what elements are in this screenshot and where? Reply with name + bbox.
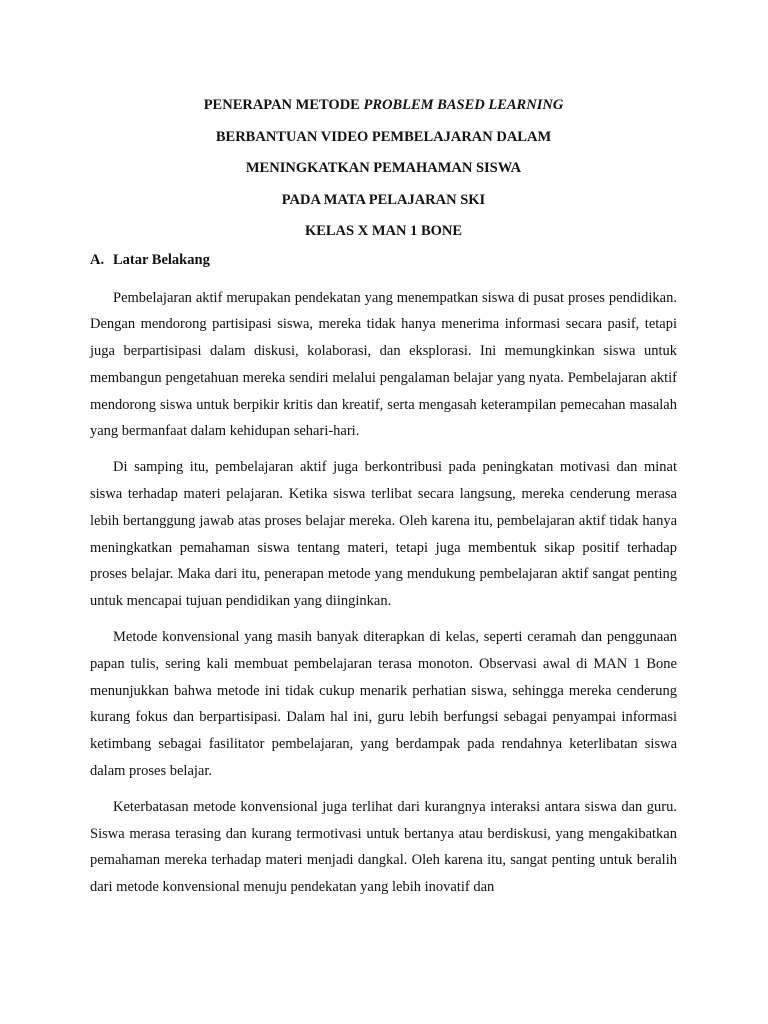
title-line-1-plain: PENERAPAN METODE bbox=[203, 97, 364, 113]
section-heading-text: Latar Belakang bbox=[113, 251, 210, 268]
title-line-4: PADA MATA PELAJARAN SKI bbox=[281, 191, 486, 208]
section-heading bbox=[90, 250, 677, 270]
title-line-1 bbox=[90, 90, 677, 122]
section-letter: A. bbox=[90, 251, 105, 268]
body-text bbox=[90, 285, 677, 902]
title-line-2: BERBANTUAN VIDEO PEMBELAJARAN DALAM bbox=[215, 128, 552, 145]
paragraph: Keterbatasan metode konvensional juga terlihat dari kurangnya interaksi antara siswa dan guru. Siswa merasa terasing dan kurang termotivasi untuk bertanya atau berdiskusi, yang mengakibatkan pemahaman mereka terhadap materi menjadi dangkal. Oleh karena itu, sangat penting untuk beralih dari metode konvensional menuju pendekatan yang lebih inovatif dan bbox=[90, 798, 677, 896]
title-line-3: MENINGKATKAN PEMAHAMAN SISWA bbox=[245, 160, 522, 176]
paragraph: Metode konvensional yang masih banyak diterapkan di kelas, seperti ceramah dan penggunaan papan tulis, sering kali membuat pembelajaran terasa monoton. Observasi awal di MAN 1 Bone menunjukkan bahwa metode ini tidak cukup menarik perhatian siswa, sehingga mereka cenderung kurang fokus dan berpartisipasi. Dalam hal ini, guru lebih berfungsi sebagai penyampai informasi ketimbang sebagai fasilitator pembelajaran, yang berdampak pada rendahnya keterlibatan siswa dalam proses belajar. bbox=[90, 629, 677, 780]
document-title bbox=[90, 90, 677, 248]
title-line-1-italic: PROBLEM BASED LEARNING bbox=[363, 97, 564, 113]
paragraph: Di samping itu, pembelajaran aktif juga berkontribusi pada peningkatan motivasi dan minat siswa terhadap materi pelajaran. Ketika siswa terlibat secara langsung, mereka cenderung merasa lebih bertanggung jawab atas proses belajar mereka. Oleh karena itu, pembelajaran aktif tidak hanya meningkatkan pemahaman siswa tentang materi, tetapi juga membentuk sikap positif terhadap proses belajar. Maka dari itu, penerapan metode yang mendukung pembelajaran aktif sangat penting untuk mencapai tujuan pendidikan yang diinginkan. bbox=[90, 459, 677, 610]
document-page bbox=[90, 90, 677, 901]
paragraph: Pembelajaran aktif merupakan pendekatan yang menempatkan siswa di pusat proses pendidikan. Dengan mendorong partisipasi siswa, mereka tidak hanya menerima informasi secara pasif, tetapi juga berpartisipasi dalam diskusi, kolaborasi, dan eksplorasi. Ini memungkinkan siswa untuk membangun pengetahuan mereka sendiri melalui pengalaman belajar yang nyata. Pembelajaran aktif mendorong siswa untuk berpikir kritis dan kreatif, serta mengasah keterampilan pemecahan masalah yang bermanfaat dalam kehidupan sehari-hari. bbox=[90, 289, 677, 440]
title-line-5: KELAS X MAN 1 BONE bbox=[304, 223, 463, 239]
